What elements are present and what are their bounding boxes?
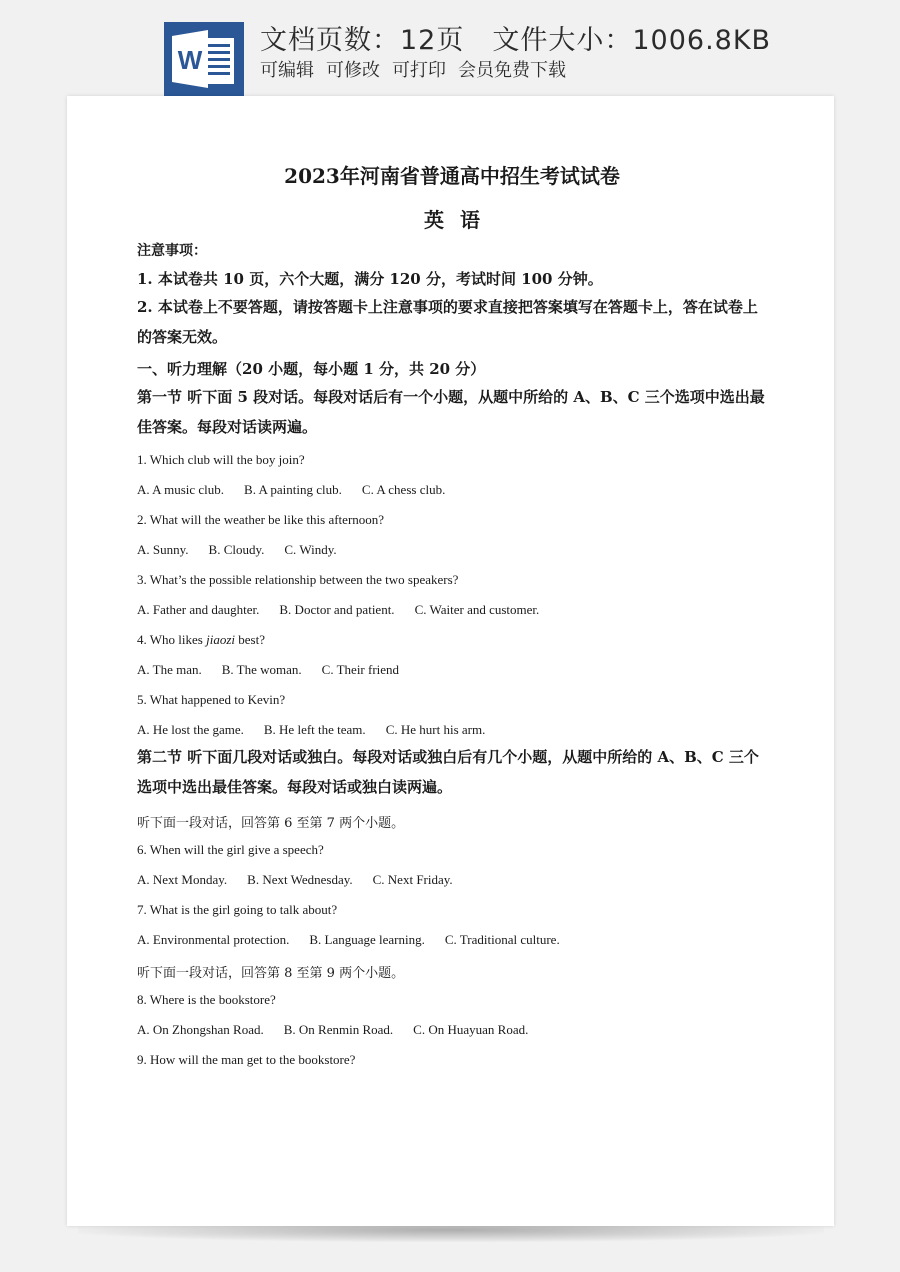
question-8: 8. Where is the bookstore?	[137, 992, 276, 1007]
option-a: A. Sunny.	[137, 542, 189, 557]
question-9: 9. How will the man get to the bookstore?	[137, 1052, 356, 1067]
download-banner	[0, 0, 900, 100]
feature-list	[260, 56, 578, 82]
option-a: A. Environmental protection.	[137, 932, 290, 947]
question-4-text-pre: 4. Who likes	[137, 632, 207, 647]
feature-printable: 可打印	[392, 60, 446, 81]
option-c: C. He hurt his arm.	[385, 722, 486, 737]
question-7: 7. What is the girl going to talk about?	[137, 902, 338, 917]
question-4-options	[137, 662, 419, 678]
question-4-text-post: best?	[235, 632, 265, 647]
question-4	[137, 632, 265, 648]
option-b: B. On Renmin Road.	[283, 1022, 394, 1037]
question-1-options	[137, 482, 465, 498]
document-page	[67, 96, 834, 1226]
feature-editable: 可编辑	[260, 60, 314, 81]
option-b: B. Next Wednesday.	[247, 872, 353, 887]
question-6-options	[137, 872, 473, 888]
question-2: 2. What will the weather be like this afternoon?	[137, 512, 385, 527]
instruction-q6-q7: 听下面一段对话，回答第 6 至第 7 两个小题。	[137, 816, 405, 831]
option-c: C. Next Friday.	[372, 872, 453, 887]
question-3: 3. What’s the possible relationship between the two speakers?	[137, 572, 459, 587]
page-count: 文档页数：12页	[260, 25, 465, 56]
part-1-instructions: 第一节 听下面 5 段对话。每段对话后有一个小题，从题中所给的 A、B、C 三个选项中选出最佳答案。每段对话读两遍。	[137, 388, 765, 436]
option-c: C. Windy.	[284, 542, 337, 557]
question-7-options	[137, 932, 580, 948]
exam-title: 2023年河南省普通高中招生考试试卷	[284, 164, 620, 188]
question-5: 5. What happened to Kevin?	[137, 692, 286, 707]
option-c: C. Waiter and customer.	[414, 602, 540, 617]
option-b: B. He left the team.	[263, 722, 366, 737]
option-a: A. A music club.	[137, 482, 225, 497]
question-5-options	[137, 722, 505, 738]
exam-subject: 英语	[424, 208, 496, 232]
option-c: C. A chess club.	[361, 482, 446, 497]
word-doc-icon	[164, 22, 244, 96]
option-a: A. He lost the game.	[137, 722, 244, 737]
option-b: B. Doctor and patient.	[279, 602, 395, 617]
notice-item-2: 2. 本试卷上不要答题，请按答题卡上注意事项的要求直接把答案填写在答题卡上，答在试卷上的答案无效。	[137, 298, 758, 346]
notice-heading: 注意事项：	[137, 243, 207, 259]
instruction-q8-q9: 听下面一段对话，回答第 8 至第 9 两个小题。	[137, 966, 405, 981]
section-listening-heading: 一、听力理解（20 小题，每小题 1 分，共 20 分）	[137, 360, 486, 378]
question-6: 6. When will the girl give a speech?	[137, 842, 324, 857]
notice-item-1: 1. 本试卷共 10 页，六个大题，满分 120 分，考试时间 100 分钟。	[137, 270, 603, 288]
question-3-options	[137, 602, 559, 618]
option-a: A. On Zhongshan Road.	[137, 1022, 264, 1037]
question-8-options	[137, 1022, 548, 1038]
word-icon-letter: W	[177, 45, 203, 75]
option-c: C. Traditional culture.	[444, 932, 560, 947]
feature-member-download: 会员免费下载	[458, 60, 566, 81]
option-c: C. Their friend	[321, 662, 400, 677]
feature-modifiable: 可修改	[326, 60, 380, 81]
option-a: A. Father and daughter.	[137, 602, 260, 617]
option-c: C. On Huayuan Road.	[413, 1022, 529, 1037]
part-2-instructions: 第二节 听下面几段对话或独白。每段对话或独白后有几个小题，从题中所给的 A、B、C 三个选项中选出最佳答案。每段对话或独白读两遍。	[137, 748, 759, 796]
option-a: A. The man.	[137, 662, 202, 677]
option-b: B. Language learning.	[309, 932, 425, 947]
option-a: A. Next Monday.	[137, 872, 228, 887]
question-2-options	[137, 542, 357, 558]
question-4-italic-word: jiaozi	[206, 632, 235, 647]
file-info	[260, 18, 771, 57]
question-1: 1. Which club will the boy join?	[137, 452, 305, 467]
option-b: B. The woman.	[221, 662, 302, 677]
file-size: 文件大小：1006.8KB	[492, 25, 772, 56]
option-b: B. Cloudy.	[208, 542, 265, 557]
option-b: B. A painting club.	[244, 482, 342, 497]
